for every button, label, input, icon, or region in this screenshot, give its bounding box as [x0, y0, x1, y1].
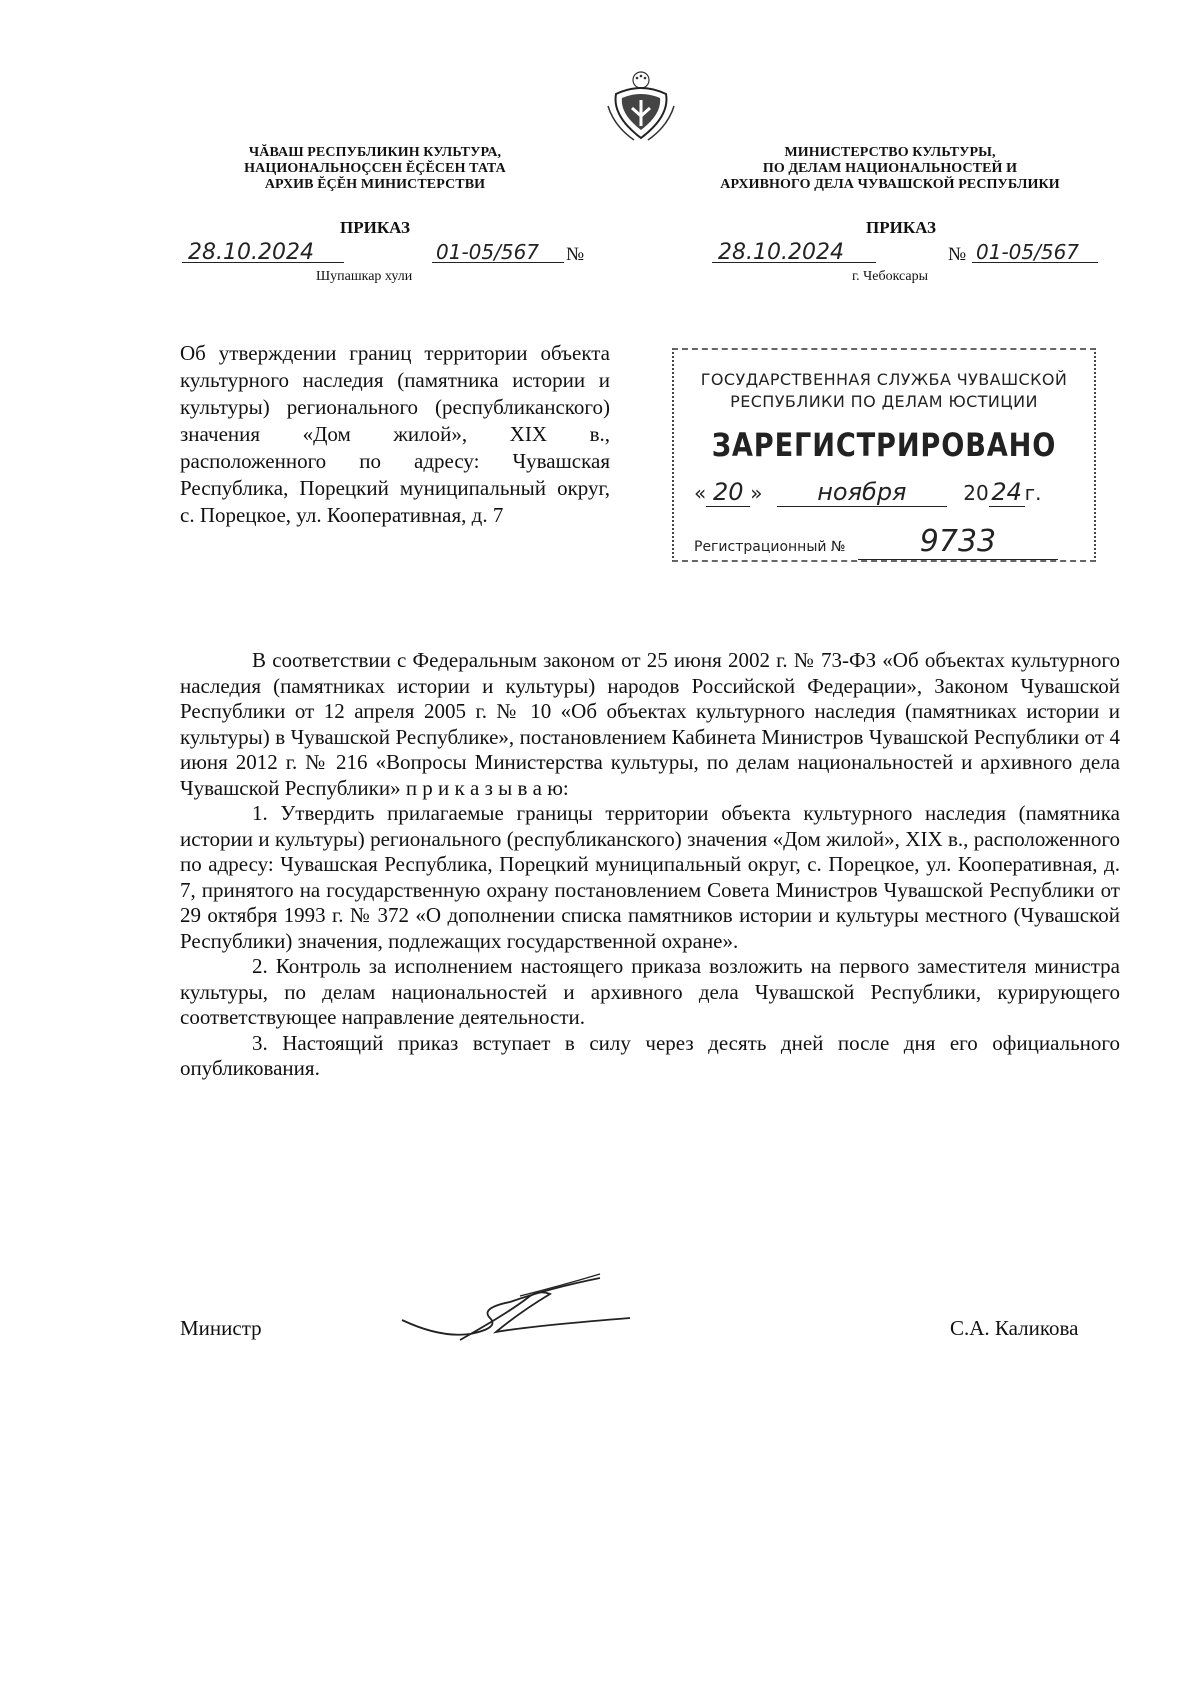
- body-paragraph-3: 2. Контроль за исполнением настоящего приказа возложить на первого заместителя министра культуры, по делам национальностей и архивного дела Чувашской Республики, курирующего соответствующее направление деятельности.: [180, 954, 1120, 1029]
- header-right-line-1: МИНИСТЕРСТВО КУЛЬТУРЫ,: [784, 145, 996, 160]
- stamp-reg-label: Регистрационный №: [694, 539, 846, 555]
- handwritten-signature: [400, 1268, 640, 1358]
- right-date-line: [712, 240, 876, 263]
- body-paragraph-2: 1. Утвердить прилагаемые границы территории объекта культурного наследия (памятника истории и культуры) регионального (республиканского) значения «Дом жилой», XIX в., расположенного по адресу: Чувашская Республика, Порецкий муниципальный округ, с. Порецкое, ул. Кооперативная, д. 7, принятого на государственную охрану постановлением Совета Министров Чувашской Республики от 29 октября 1993 г. № 372 «О дополнении списка памятников истории и культуры местного (Чувашской Республики) значения, подлежащих государственной охране».: [180, 801, 1120, 953]
- right-date: 28.10.2024: [718, 240, 844, 265]
- header-right-line-3: АРХИВНОГО ДЕЛА ЧУВАШСКОЙ РЕСПУБЛИКИ: [720, 177, 1060, 192]
- stamp-reg-row: [694, 524, 1084, 560]
- left-number-line: [432, 240, 564, 263]
- document-title: Об утверждении границ территории объекта культурного наследия (памятника истории и культуры) регионального (республиканского) значения «Дом жилой», XIX в., расположенного по адресу: Чувашская Республика, Порецкий муниципальный округ, с. Порецкое, ул. Кооперативная, д. 7: [180, 341, 610, 527]
- left-number-sign: №: [566, 244, 585, 265]
- stamp-line-2: РЕСПУБЛИКИ ПО ДЕЛАМ ЮСТИЦИИ: [730, 392, 1038, 411]
- document-body: [180, 648, 1120, 1082]
- prikaz-left-label: ПРИКАЗ: [340, 218, 410, 237]
- body-paragraph-4: 3. Настоящий приказ вступает в силу через десять дней после дня его официального опубликования.: [180, 1030, 1120, 1080]
- stamp-line-1: ГОСУДАРСТВЕННАЯ СЛУЖБА ЧУВАШСКОЙ: [700, 370, 1068, 389]
- right-number: 01-05/567: [976, 240, 1080, 264]
- header-left-line-1: ЧĂВАШ РЕСПУБЛИКИН КУЛЬТУРА,: [248, 145, 502, 160]
- stamp-year-end: г.: [1024, 481, 1042, 505]
- signatory-name: С.А. Каликова: [950, 1316, 1079, 1340]
- right-place: г. Чебоксары: [852, 269, 929, 284]
- stamp-reg-number: 9733: [858, 524, 1058, 560]
- registration-stamp: [672, 348, 1096, 562]
- header-right-line-2: ПО ДЕЛАМ НАЦИОНАЛЬНОСТЕЙ И: [762, 161, 1018, 176]
- stamp-day: 20: [706, 478, 750, 507]
- left-date: 28.10.2024: [188, 240, 314, 265]
- stamp-year-prefix: 20: [963, 481, 989, 505]
- stamp-month: ноября: [777, 478, 947, 507]
- header-right-org: [690, 145, 1090, 193]
- right-number-sign: №: [948, 244, 967, 265]
- header-left-org: [210, 145, 540, 193]
- stamp-date-row: « 20 » ноября 20 24 г.: [694, 478, 1042, 506]
- left-place: Шупашкар хули: [316, 269, 413, 284]
- left-number: 01-05/567: [436, 240, 540, 264]
- stamp-year-suffix: 24: [989, 478, 1025, 507]
- header-left-line-2: НАЦИОНАЛЬНОÇСЕН ĔÇĔСЕН ТАТА: [244, 161, 506, 176]
- right-number-line: [972, 240, 1098, 263]
- left-date-line: [182, 240, 344, 263]
- signatory-role: Министр: [180, 1316, 262, 1340]
- coat-of-arms-emblem: [604, 66, 678, 146]
- prikaz-right-label: ПРИКАЗ: [866, 218, 936, 237]
- header-left-line-3: АРХИВ ĔÇĔН МИНИСТЕРСТВИ: [264, 177, 486, 192]
- body-paragraph-1: В соответствии с Федеральным законом от 25 июня 2002 г. № 73-ФЗ «Об объектах культурного наследия (памятниках истории и культуры) народов Российской Федерации», Законом Чувашской Республики от 12 апреля 2005 г. № 10 «Об объектах культурного наследия (памятниках истории и культуры) в Чувашской Республике», постановлением Кабинета Министров Чувашской Республики от 4 июня 2012 г. № 216 «Вопросы Министерства культуры, по делам национальностей и архивного дела Чувашской Республики» п р и к а з ы в а ю:: [180, 648, 1120, 800]
- stamp-registered: ЗАРЕГИСТРИРОВАНО: [711, 426, 1057, 464]
